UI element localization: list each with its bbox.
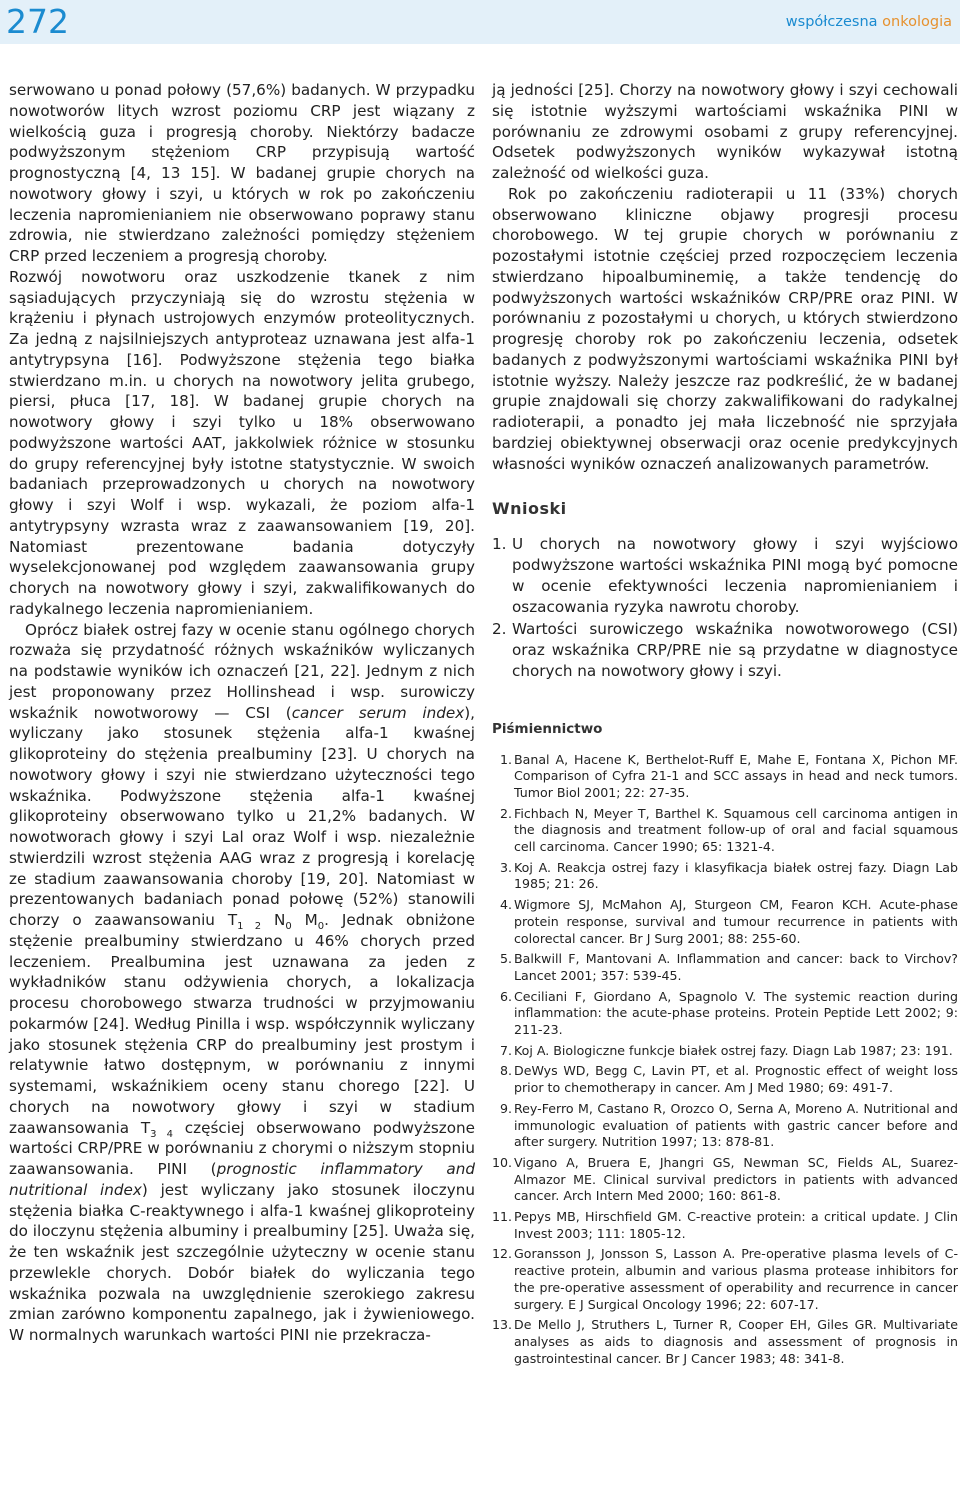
reference-item-number: 10. — [492, 1154, 513, 1170]
reference-item-number: 6. — [499, 988, 512, 1004]
journal-title-part1: współczesna — [785, 14, 878, 30]
page-header — [0, 0, 960, 44]
conclusion-item-text: U chorych na nowotwory głowy i szyi wyjściowo podwyższone wartości wskaźnika PINI mogą być pomocne w ocenie efektywności leczenia napromienianiem i oszacowania ryzyka nawrotu choroby. — [512, 535, 958, 616]
reference-item-text: De Mello J, Struthers L, Turner R, Cooper EH, Giles GR. Multivariate analyses as aids to diagnosis and assessment of prognosis in gastrointestinal cancer. Br J Cancer 1983; 48: 341-8. — [514, 1317, 958, 1366]
conclusions-list — [492, 534, 958, 681]
conclusions-heading: Wnioski — [492, 499, 567, 519]
reference-item-number: 4. — [499, 897, 512, 913]
reference-item — [499, 988, 958, 1039]
reference-item-text: Wigmore SJ, McMahon AJ, Sturgeon CM, Fearon KCH. Acute-phase protein response, survival and tumour recurrence in patients with colorectal cancer. Br J Surg 2001; 88: 255-60. — [514, 897, 958, 946]
reference-item-text: Koj A. Reakcja ostrej fazy i klasyfikacja białek ostrej fazy. Diagn Lab 1985; 21: 26. — [514, 859, 958, 892]
right-column — [492, 80, 958, 1371]
reference-item-number: 1. — [499, 751, 512, 767]
body-paragraph: serwowano u ponad połowy (57,6%) badanych. W przypadku nowotworów litych wzrost poziomu CRP jest wiązany z wielkością guza i progresją choroby. Niektórzy badacze podwyższonym stężeniom CRP przypisują wartość prognostyczną [4, 13 15]. W badanej grupie chorych na nowotwory głowy i szyi, u których w rok po zakończeniu leczenia napromienianiem nie obserwowano poprawy stanu zdrowia, nie stwierdzano zależności pomiędzy stężeniem CRP przed leczeniem a progresją choroby. — [9, 81, 475, 265]
reference-item-number: 5. — [499, 951, 512, 967]
body-paragraph: Oprócz białek ostrej fazy w ocenie stanu ogólnego chorych rozważa się przydatność różnych wskaźników wyliczanych na podstawie wyników ich oznaczeń [21, 22]. Jednym z nich jest proponowany przez Hollinshead i wsp. surowiczy wskaźnik nowotworowy — CSI (cancer serum index), wyliczany jako stosunek stężenia alfa-1 kwaśnej glikoproteiny do stężenia prealbuminy [23]. U chorych na nowotwory głowy i szyi nie stwierdzano użyteczności tego wskaźnika. Podwyższone stężenia alfa-1 kwaśnej glikoproteiny obserwowano tylko u 21,2% badanych. W nowotworach głowy i szyi Lal oraz Wolf i wsp. niezależnie stwierdzili wzrost stężenia AAG wraz z progresją i korelację ze stadium zaawansowania choroby [19, 20]. Natomiast w prezentowanych badaniach ponad połowę (52%) stanowili chorzy o zaawansowaniu $T_{1 2}$ $N_0$ $M_0$. Jednak obniżone stężenie prealbuminy stwierdzano u 46% chorych przed leczeniem. Prealbumina jest uznawana za jeden z wykładników stanu odżywienia chorych, a lokalizacja procesu chorobowego stwarza trudności w przyjmowaniu pokarmów [24]. Według Pinilla i wsp. współczynnik wyliczany jako stosunek stężenia CRP do prealbuminy jest prostym i relatywnie łatwo dostępnym, w porównaniu z innymi systemami, wskaźnikiem oceny stanu chorego [22]. U chorych na nowotwory głowy i szyi w stadium zaawansowania $T_{3 4}$ częściej obserwowano podwyższone wartości CRP/PRE w porównaniu z chorymi o niższym stopniu zaawansowania. PINI (prognostic inflammatory and nutritional index) jest wyliczany jako stosunek iloczynu stężenia białka C-reaktywnego i alfa-1 kwaśnej glikoproteiny do iloczynu stężenia albuminy i prealbuminy [25]. Uważa się, że ten wskaźnik jest szczególnie użyteczny w ocenie stanu przewlekle chorych. Dobór białek do wyliczania tego wskaźnika pozwala na uwzględnienie szerokiego zakresu zmian zarówno komponentu zapalnego, jak i żywieniowego. W normalnych warunkach wartości PINI nie przekracza- — [9, 620, 476, 1344]
references-heading: Piśmiennictwo — [492, 720, 603, 737]
reference-item-number: 3. — [499, 859, 512, 875]
references-list — [492, 752, 958, 1368]
reference-item-text: Rey-Ferro M, Castano R, Orozco O, Serna A, Moreno A. Nutritional and immunologic evaluation of patients with gastric cancer before and after surgery. Nutrition 1997; 13: 878-81. — [514, 1100, 958, 1150]
reference-item-text: Balkwill F, Mantovani A. Inflammation and cancer: back to Virchov? Lancet 2001; 357: 539-45. — [514, 951, 958, 983]
reference-item-text: DeWys WD, Begg C, Lavin PT, et al. Prognostic effect of weight loss prior to chemotherapy in cancer. Am J Med 1980; 69: 491-7. — [514, 1063, 958, 1096]
left-column — [9, 80, 475, 1346]
journal-title — [786, 12, 952, 32]
reference-item-number: 8. — [499, 1063, 512, 1079]
reference-item — [492, 1317, 958, 1367]
conclusion-item — [492, 534, 958, 617]
reference-item — [492, 1246, 958, 1313]
reference-item — [492, 1209, 958, 1242]
reference-item-number: 2. — [499, 805, 512, 821]
reference-item — [499, 951, 958, 984]
reference-item-text: Vigano A, Bruera E, Jhangri GS, Newman SC, Fields AL, Suarez-Almazor ME. Clinical survival predictors in patients with advanced cancer. Arch Intern Med 2000; 160: 861-8. — [514, 1154, 958, 1204]
reference-item-number: 11. — [492, 1209, 513, 1225]
body-paragraph: ją jedności [25]. Chorzy na nowotwory głowy i szyi cechowali się istotnie wyższymi wartościami wskaźnika PINI w porównaniu ze zdrowymi osobami z grupy referencyjnej. Odsetek podwyższonych wyników wykazywał istotną zależność od wielkości guza. — [492, 81, 958, 182]
reference-item — [499, 1063, 958, 1096]
reference-item-number: 13. — [492, 1317, 513, 1333]
reference-item-number: 9. — [499, 1100, 512, 1116]
reference-item — [499, 1100, 958, 1151]
conclusion-item-number: 1. — [492, 535, 507, 554]
journal-title-part2: onkologia — [882, 14, 952, 30]
reference-item — [492, 1154, 958, 1205]
reference-item-number: 7. — [499, 1042, 512, 1058]
conclusion-item-text: Wartości surowiczego wskaźnika nowotworowego (CSI) oraz wskaźnika CRP/PRE nie są przydatne w diagnostyce chorych na nowotwory głowy i szyi. — [512, 620, 958, 680]
conclusion-item — [492, 619, 958, 681]
reference-item-text: Fichbach N, Meyer T, Barthel K. Squamous cell carcinoma antigen in the diagnosis and treatment follow-up of oral and facial squamous cell carcinoma. Cancer 1990; 65: 1321-4. — [514, 805, 958, 855]
reference-item-text: Banal A, Hacene K, Berthelot-Ruff E, Mahe E, Fontana X, Pichon MF. Comparison of Cyfra 21-1 and SCC assays in head and neck tumors. Tumor Biol 2001; 22: 27-35. — [514, 751, 958, 800]
body-paragraph: Rozwój nowotworu oraz uszkodzenie tkanek z nim sąsiadujących przyczyniają się do wzrostu stężenia w krążeniu i płynach ustrojowych enzymów proteolitycznych. Za jedną z najsilniejszych antyproteaz uznawana jest alfa-1 antytrypsyna [16]. Podwyższone stężenia tego białka stwierdzano m.in. u chorych na nowotwory jelita grubego, piersi, płuca [17, 18]. W badanej grupie chorych na nowotwory głowy i szyi tylko u 18% obserwowano podwyższone wartości AAT, jakkolwiek różnice w stosunku do grupy referencyjnej były istotne statystycznie. W swoich badaniach przeprowadzonych u chorych na nowotwory głowy i szyi Wolf i wsp. wykazali, że poziom alfa-1 antytrypsyny wzrasta wraz z zaawansowaniem [19, 20]. Natomiast prezentowane badania dotyczyły wyselekcjonowanej pod względem zaawansowania grupy chorych na nowotwory głowy i szyi, zakwalifikowanych do radykalnego leczenia napromienianiem. — [9, 267, 475, 618]
reference-item-text: Ceciliani F, Giordano A, Spagnolo V. The systemic reaction during inflammation: the acute-phase proteins. Protein Peptide Lett 2002; 9: 211-23. — [514, 988, 958, 1038]
conclusion-item-number: 2. — [492, 620, 507, 639]
page-number: 272 — [6, 2, 69, 41]
reference-item — [499, 897, 958, 947]
reference-item-text: Pepys MB, Hirschfield GM. C-reactive protein: a critical update. J Clin Invest 2003; 111: 1805-12. — [514, 1209, 958, 1241]
reference-item-text: Goransson J, Jonsson S, Lasson A. Pre-operative plasma levels of C-reactive protein, albumin and various plasma protease inhibitors for the pre-operative assessment of operability and recurrence in cancer surgery. E J Surgical Oncology 1996; 22: 607-17. — [514, 1246, 958, 1312]
reference-item-number: 12. — [492, 1246, 513, 1262]
reference-item — [499, 859, 958, 893]
reference-item — [499, 1042, 958, 1060]
reference-item — [499, 751, 958, 802]
reference-item — [499, 805, 958, 856]
body-paragraph: Rok po zakończeniu radioterapii u 11 (33%) chorych obserwowano kliniczne objawy progresji procesu chorobowego. W tej grupie chorych w porównaniu z pozostałymi istotnie częściej przed rozpoczęciem leczenia stwierdzano hipoalbuminemię, a także tendencję do podwyższonych wartości wskaźników CRP/PRE oraz PINI. W porównaniu z pozostałymi u chorych, u których stwierdzono progresję choroby rok po zakończeniu leczenia, odsetek badanych z podwyższonymi wartościami wskaźnika PINI był istotnie wyższy. Należy jeszcze raz podkreślić, że w badanej grupie znajdowali się chorzy zakwalifikowani do radykalnej radioterapii, a ponadto jej mała liczebność nie sprzyjała bardziej obiektywnej obserwacji oraz ocenie predykcyjnych własności wyników oznaczeń analizowanych parametrów. — [492, 184, 958, 473]
reference-item-text: Koj A. Biologiczne funkcje białek ostrej fazy. Diagn Lab 1987; 23: 191. — [514, 1042, 953, 1058]
